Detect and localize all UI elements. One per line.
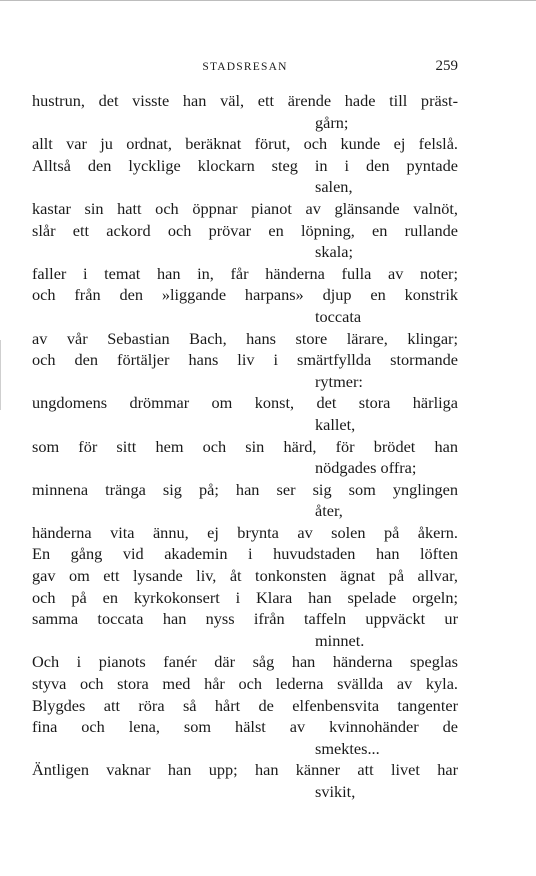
verse-line: hustrun, det visste han väl, ett ärende hade till präst- xyxy=(32,91,458,110)
verse-line-continuation: nödgades offra; xyxy=(315,458,417,478)
verse-line: En gång vid akademin i huvudstaden han löften xyxy=(32,544,458,564)
verse-line-continuation: åter, xyxy=(315,501,343,521)
running-title: STADSRESAN xyxy=(202,61,288,73)
verse-line: styva och stora med hår och lederna svällda av kyla. xyxy=(32,674,458,694)
verse-line: allt var ju ordnat, beräknat förut, och kunde ej felslå. xyxy=(32,134,458,154)
verse-line-continuation: gårn; xyxy=(315,112,349,132)
verse-line: gav om ett lysande liv, åt tonkonsten ägnat på allvar, xyxy=(32,566,458,586)
verse-line-continuation: rytmer: xyxy=(315,371,363,391)
verse-line-continuation: skala; xyxy=(315,242,353,262)
verse-line: kastar sin hatt och öppnar pianot av glänsande valnöt, xyxy=(32,198,458,218)
page-header xyxy=(32,58,458,78)
verse-line: och från den »liggande harpans» djup en konstrik xyxy=(32,285,458,305)
verse-line-continuation: toccata xyxy=(315,306,362,326)
verse-line: slår ett ackord och prövar en löpning, en rullande xyxy=(32,220,458,240)
verse-line: Äntligen vaknar han upp; han känner att livet har xyxy=(32,760,458,780)
verse-line: Blygdes att röra så hårt de elfenbensvita tangenter xyxy=(32,695,458,715)
verse-line: faller i temat han in, får händerna fulla av noter; xyxy=(32,263,458,283)
poem-text xyxy=(32,90,458,803)
verse-line: minnena tränga sig på; han ser sig som ynglingen xyxy=(32,479,458,499)
page-number: 259 xyxy=(435,58,458,74)
verse-line-continuation: minnet. xyxy=(315,630,365,650)
verse-line: och den förtäljer hans liv i smärtfyllda stormande xyxy=(32,350,458,370)
verse-line: Alltså den lycklige klockarn steg in i den pyntade xyxy=(32,155,458,175)
verse-line: samma toccata han nyss ifrån taffeln uppväckt ur xyxy=(32,609,458,629)
verse-line: som för sitt hem och sin härd, för brödet han xyxy=(32,436,458,456)
verse-line-continuation: kallet, xyxy=(315,414,356,434)
scan-top-border xyxy=(0,0,536,1)
verse-line-continuation: salen, xyxy=(315,177,353,197)
verse-line: ungdomens drömmar om konst, det stora härliga xyxy=(32,393,458,413)
verse-line-continuation: svikit, xyxy=(315,782,356,801)
verse-line: och på en kyrkokonsert i Klara han spelade orgeln; xyxy=(32,587,458,607)
verse-line-continuation: smektes... xyxy=(315,738,380,758)
verse-line: Och i pianots fanér där såg han händerna speglas xyxy=(32,652,458,672)
verse-line: händerna vita ännu, ej brynta av solen på åkern. xyxy=(32,522,458,542)
verse-line: fina och lena, som hälst av kvinnohänder de xyxy=(32,717,458,737)
scan-left-edge xyxy=(0,340,1,410)
verse-line: av vår Sebastian Bach, hans store lärare, klingar; xyxy=(32,328,458,348)
